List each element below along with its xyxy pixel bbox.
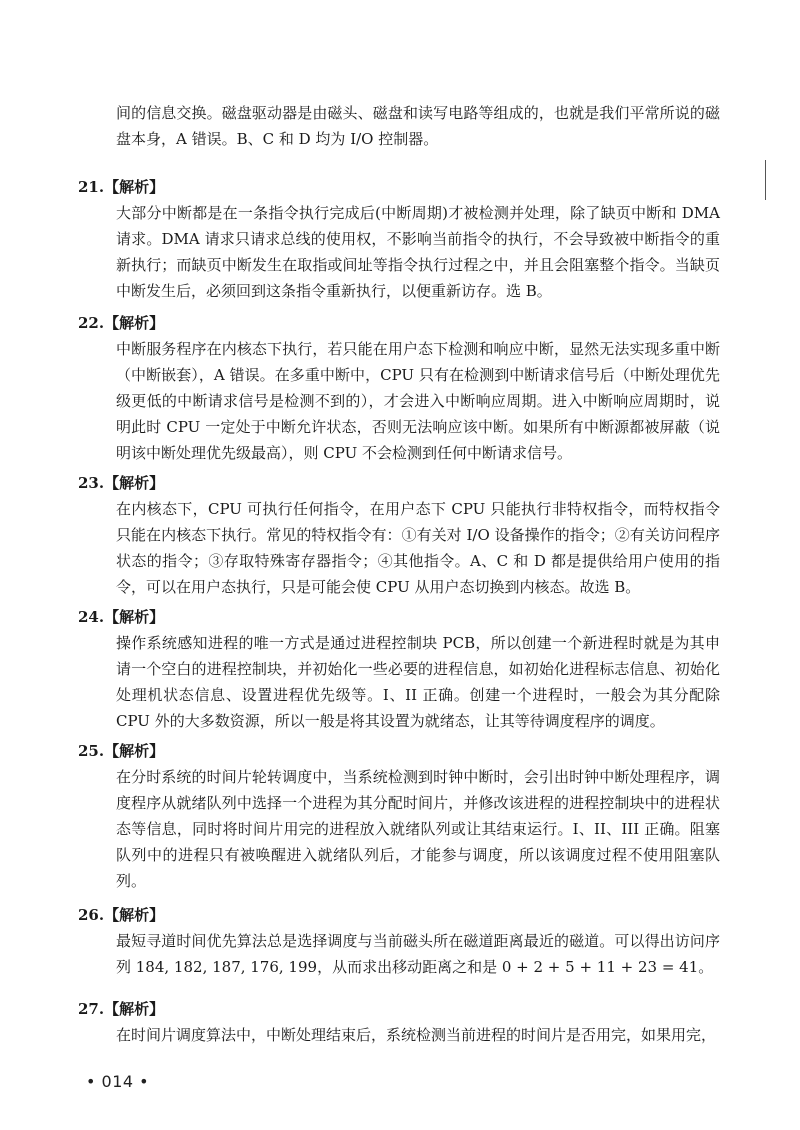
section-25	[78, 738, 720, 894]
intro-paragraph: 间的信息交换。磁盘驱动器是由磁头、磁盘和读写电路等组成的，也就是我们平常所说的磁盘本身，A 错误。B、C 和 D 均为 I/O 控制器。	[116, 104, 720, 148]
section-23	[78, 470, 720, 600]
section-heading: 27.【解析】	[78, 1000, 165, 1018]
section-body: 在内核态下，CPU 可执行任何指令，在用户态下 CPU 只能执行非特权指令，而特权指令只能在内核态下执行。常见的特权指令有：①有关对 I/O 设备操作的指令；②有关访问程序状态的指令；③存取特殊寄存器指令；④其他指令。A、C 和 D 都是提供给用户使用的指令，可以在用户态执行，只是可能会使 CPU 从用户态切换到内核态。故选 B。	[116, 500, 720, 596]
margin-mark	[765, 160, 766, 200]
section-22	[78, 310, 720, 466]
section-26	[78, 902, 720, 980]
section-body: 操作系统感知进程的唯一方式是通过进程控制块 PCB，所以创建一个新进程时就是为其申请一个空白的进程控制块，并初始化一些必要的进程信息，如初始化进程标志信息、初始化处理机状态信息、设置进程优先级等。I、II 正确。创建一个进程时，一般会为其分配除 CPU 外的大多数资源，所以一般是将其设置为就绪态，让其等待调度程序的调度。	[116, 634, 720, 730]
section-heading: 26.【解析】	[78, 906, 165, 924]
section-body: 中断服务程序在内核态下执行，若只能在用户态下检测和响应中断，显然无法实现多重中断（中断嵌套），A 错误。在多重中断中，CPU 只有在检测到中断请求信号后（中断处理优先级更低的中断请求信号是检测不到的），才会进入中断响应周期。进入中断响应周期时，说明此时 CPU 一定处于中断允许状态，否则无法响应该中断。如果所有中断源都被屏蔽（说明该中断处理优先级最高），则 CPU 不会检测到任何中断请求信号。	[116, 340, 720, 462]
section-heading: 24.【解析】	[78, 608, 165, 626]
section-heading: 22.【解析】	[78, 314, 165, 332]
section-body: 最短寻道时间优先算法总是选择调度与当前磁头所在磁道距离最近的磁道。可以得出访问序列 184, 182, 187, 176, 199，从而求出移动距离之和是 0 + 2 + 5 + 11 + 23 = 41。	[116, 932, 720, 976]
section-body: 在时间片调度算法中，中断处理结束后，系统检测当前进程的时间片是否用完，如果用完，	[116, 1026, 717, 1044]
section-body: 在分时系统的时间片轮转调度中，当系统检测到时钟中断时，会引出时钟中断处理程序，调度程序从就绪队列中选择一个进程为其分配时间片，并修改该进程的进程控制块中的进程状态等信息，同时将时间片用完的进程放入就绪队列或让其结束运行。I、II、III 正确。阻塞队列中的进程只有被唤醒进入就绪队列后，才能参与调度，所以该调度过程不使用阻塞队列。	[116, 768, 720, 890]
section-heading: 23.【解析】	[78, 474, 165, 492]
section-heading: 25.【解析】	[78, 742, 165, 760]
section-24	[78, 604, 720, 734]
section-body: 大部分中断都是在一条指令执行完成后(中断周期)才被检测并处理，除了缺页中断和 DMA 请求。DMA 请求只请求总线的使用权，不影响当前指令的执行，不会导致被中断指令的重新执行；而缺页中断发生在取指或间址等指令执行过程之中，并且会阻塞整个指令。当缺页中断发生后，必须回到这条指令重新执行，以便重新访存。选 B。	[116, 204, 720, 300]
section-21	[78, 174, 720, 304]
section-heading: 21.【解析】	[78, 178, 165, 196]
section-27	[78, 996, 720, 1048]
page-number: • 014 •	[86, 1072, 150, 1091]
